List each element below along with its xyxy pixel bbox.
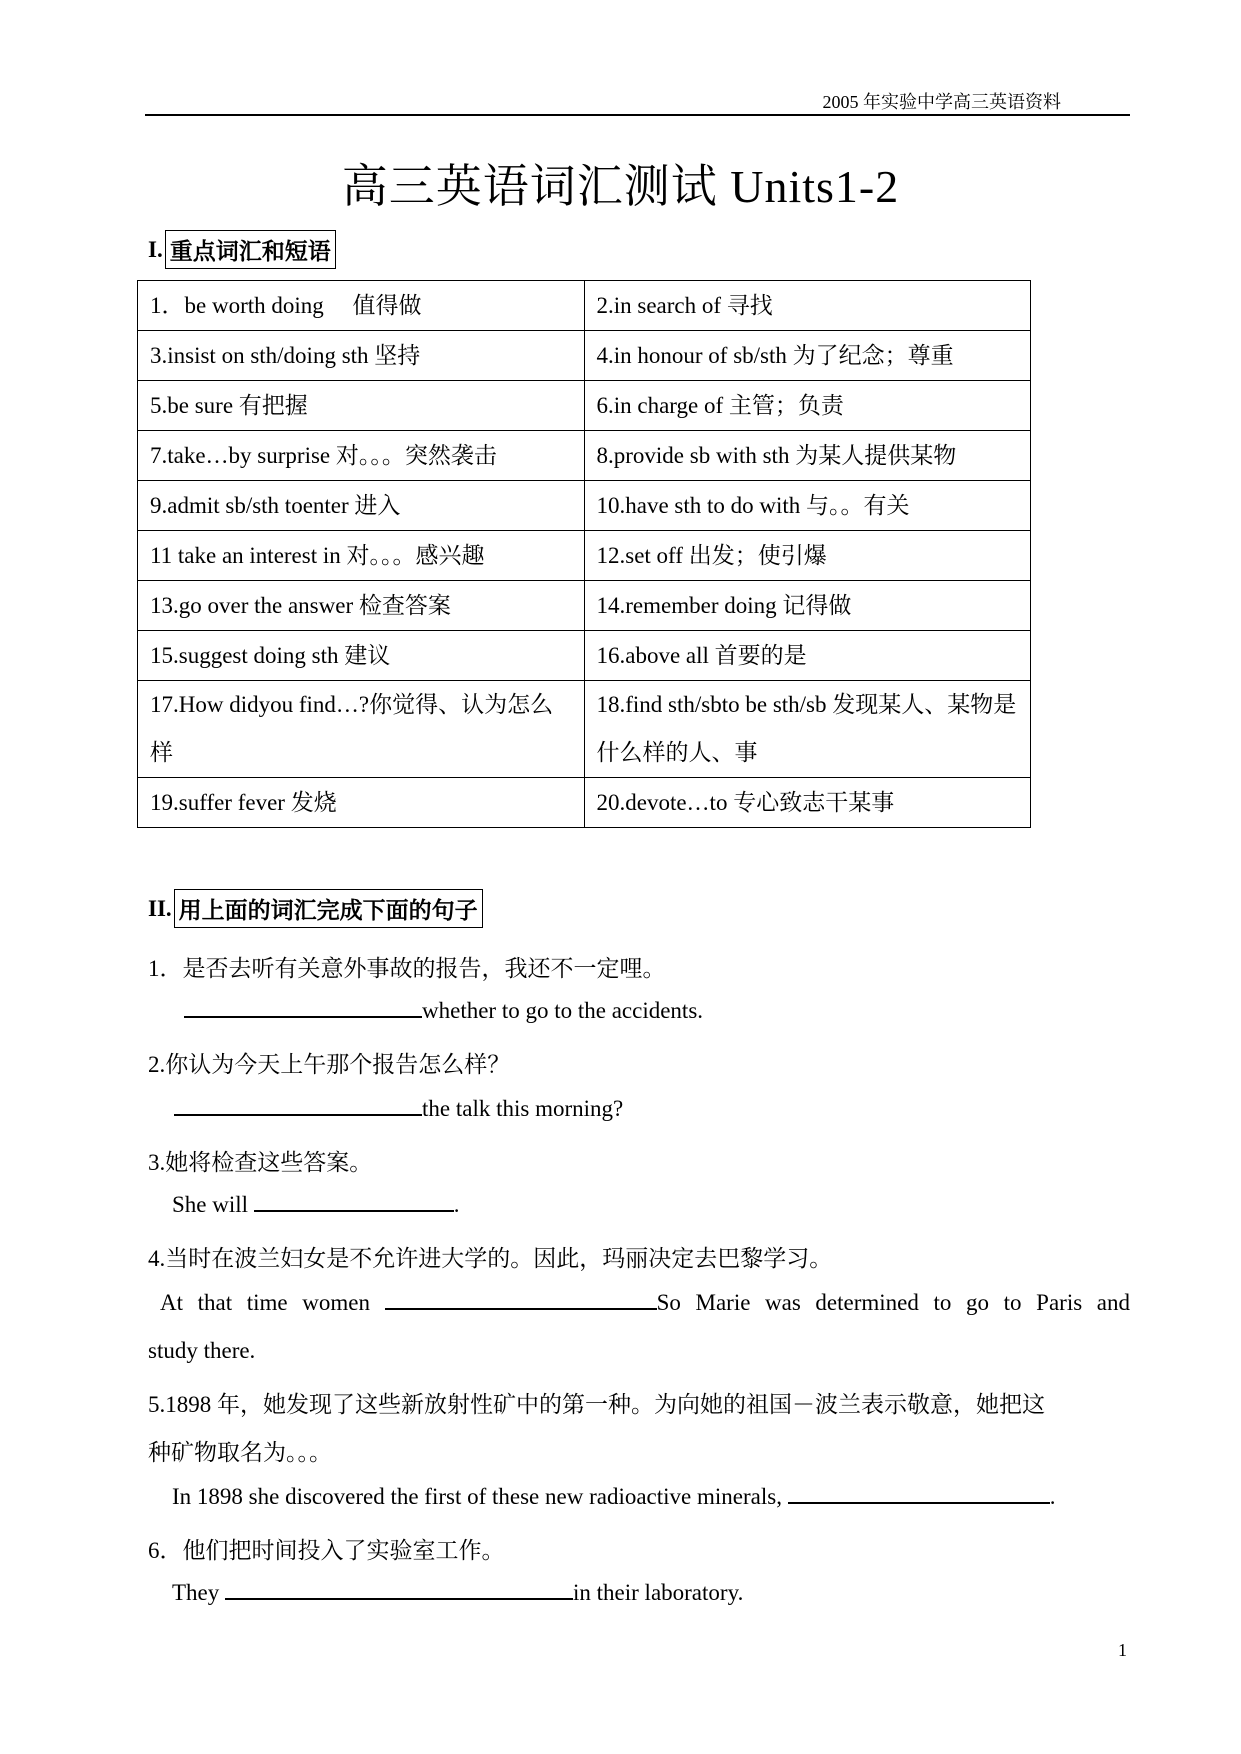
vocab-cell: 11 take an interest in 对。。。感兴趣: [138, 531, 585, 581]
q4-chinese: 4.当时在波兰妇女是不允许进大学的。因此，玛丽决定去巴黎学习。: [148, 1246, 833, 1271]
q6-answer-blank[interactable]: [225, 1580, 573, 1600]
vocab-table: [137, 280, 1031, 828]
vocab-cell: 20.devote…to 专心致志干某事: [584, 778, 1031, 828]
section-1-number: I.: [148, 236, 163, 262]
vocab-cell: 16.above all 首要的是: [584, 631, 1031, 681]
vocab-cell: 10.have sth to do with 与。。有关: [584, 481, 1031, 531]
vocab-cell: 17.How didyou find…?你觉得、认为怎么样: [138, 681, 585, 778]
vocab-row: [138, 581, 1031, 631]
section-2-heading: [148, 889, 483, 928]
q1-english: [184, 998, 703, 1024]
q5-chinese-continued: 种矿物取名为。。。: [148, 1440, 332, 1465]
q4-english-continued: study there.: [148, 1338, 256, 1363]
q5-chinese: 5.1898 年，她发现了这些新放射性矿中的第一种。为向她的祖国－波兰表示敬意，她把这: [148, 1392, 1045, 1417]
vocab-cell: 1．be worth doing 值得做: [138, 281, 585, 331]
section-1-heading: [148, 230, 336, 269]
vocab-cell: 5.be sure 有把握: [138, 381, 585, 431]
vocab-row: [138, 381, 1031, 431]
vocab-row: [138, 681, 1031, 778]
q3-answer-blank[interactable]: [254, 1192, 454, 1212]
q4-english-prefix: At that time women: [160, 1290, 370, 1315]
q5-english-prefix: In 1898 she discovered the first of these new radioactive minerals,: [172, 1484, 782, 1509]
running-header: 2005 年实验中学高三英语资料: [822, 92, 1061, 112]
q6-english: [172, 1580, 743, 1606]
vocab-cell: 2.in search of 寻找: [584, 281, 1031, 331]
q1-chinese: 1．是否去听有关意外事故的报告，我还不一定哩。: [148, 956, 666, 981]
header-rule: [145, 114, 1130, 116]
vocab-cell: 4.in honour of sb/sth 为了纪念；尊重: [584, 331, 1031, 381]
vocab-row: [138, 631, 1031, 681]
section-1-label: 重点词汇和短语: [165, 230, 336, 269]
section-2-number: II.: [148, 895, 172, 921]
vocab-cell: 7.take…by surprise 对。。。突然袭击: [138, 431, 585, 481]
q2-answer-blank[interactable]: [174, 1096, 422, 1116]
vocab-cell: 14.remember doing 记得做: [584, 581, 1031, 631]
vocab-cell: 3.insist on sth/doing sth 坚持: [138, 331, 585, 381]
vocab-row: [138, 481, 1031, 531]
q4-english: [160, 1290, 1130, 1316]
vocab-cell: 13.go over the answer 检查答案: [138, 581, 585, 631]
vocab-cell: 6.in charge of 主管；负责: [584, 381, 1031, 431]
vocab-cell: 12.set off 出发；使引爆: [584, 531, 1031, 581]
q3-english-suffix: .: [453, 1192, 460, 1217]
vocab-row: [138, 431, 1031, 481]
q6-english-suffix: in their laboratory.: [573, 1580, 744, 1605]
vocab-cell: 9.admit sb/sth toenter 进入: [138, 481, 585, 531]
section-2-label: 用上面的词汇完成下面的句子: [174, 889, 483, 928]
q5-answer-blank[interactable]: [788, 1484, 1050, 1504]
vocab-cell: 19.suffer fever 发烧: [138, 778, 585, 828]
q5-english-suffix: .: [1049, 1484, 1056, 1509]
vocab-row: [138, 531, 1031, 581]
q5-english: [172, 1484, 1055, 1510]
vocab-cell: 15.suggest doing sth 建议: [138, 631, 585, 681]
q1-english-text: whether to go to the accidents.: [422, 998, 704, 1023]
vocab-cell: 18.find sth/sbto be sth/sb 发现某人、某物是什么样的人、事: [584, 681, 1031, 778]
q3-english-prefix: She will: [172, 1192, 249, 1217]
page-title: 高三英语词汇测试 Units1-2: [341, 161, 900, 212]
q6-english-prefix: They: [172, 1580, 220, 1605]
q3-chinese: 3.她将检查这些答案。: [148, 1150, 373, 1175]
page-number: 1: [1118, 1640, 1127, 1660]
q6-chinese: 6．他们把时间投入了实验室工作。: [148, 1538, 505, 1563]
q2-chinese: 2.你认为今天上午那个报告怎么样？: [148, 1052, 511, 1077]
q2-english: [174, 1096, 623, 1122]
vocab-row: [138, 331, 1031, 381]
q1-answer-blank[interactable]: [184, 998, 422, 1018]
q4-answer-blank[interactable]: [385, 1290, 657, 1310]
vocab-row: [138, 778, 1031, 828]
q2-english-text: the talk this morning?: [422, 1096, 624, 1121]
q4-english-suffix: So Marie was determined to go to Paris and: [656, 1290, 1130, 1315]
vocab-cell: 8.provide sb with sth 为某人提供某物: [584, 431, 1031, 481]
q3-english: [172, 1192, 460, 1218]
vocab-row: [138, 281, 1031, 331]
